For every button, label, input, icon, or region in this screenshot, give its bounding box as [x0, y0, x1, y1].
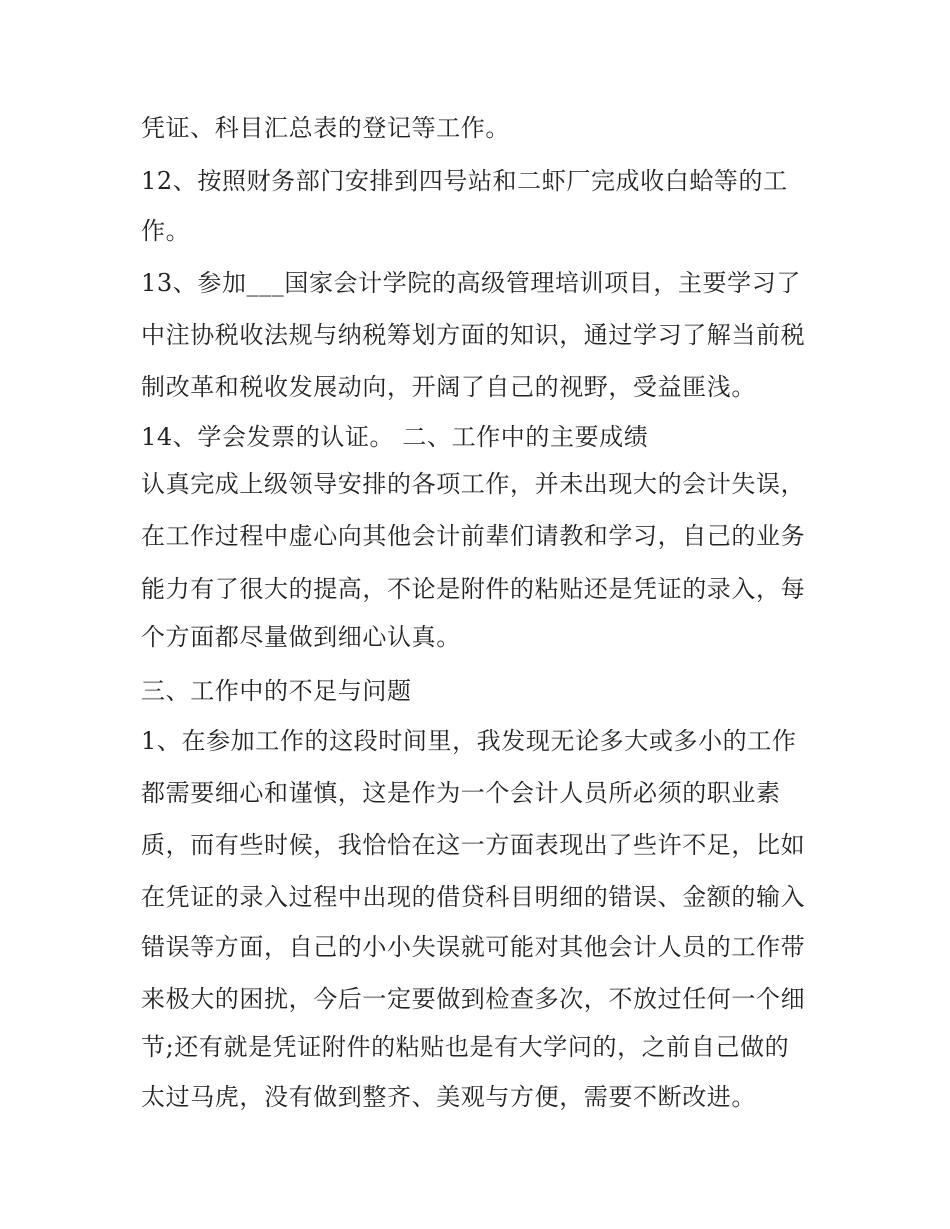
text-line: 13、参加___国家会计学院的高级管理培训项目，主要学习了: [141, 269, 801, 297]
text-line: 1、在参加工作的这段时间里，我发现无论多大或多小的工作: [141, 727, 797, 755]
text-line: 能力有了很大的提高，不论是附件的粘贴还是凭证的录入，每: [141, 575, 806, 603]
text-line: 太过马虎，没有做到整齐、美观与方便，需要不断改进。: [141, 1083, 756, 1111]
text-line: 14、学会发票的认证。 二、工作中的主要成绩: [141, 423, 649, 451]
text-line: 错误等方面，自己的小小失误就可能对其他会计人员的工作带: [141, 933, 806, 961]
text-line: 来极大的困扰，今后一定要做到检查多次，不放过任何一个细: [141, 985, 806, 1013]
text-line: 在工作过程中虚心向其他会计前辈们请教和学习，自己的业务: [141, 522, 806, 550]
text-line: 作。: [141, 217, 191, 245]
text-line: 都需要细心和谨慎，这是作为一个会计人员所必须的职业素: [141, 779, 781, 807]
text-line: 三、工作中的不足与问题: [141, 677, 412, 705]
text-line: 节;还有就是凭证附件的粘贴也是有大学问的，之前自己做的: [141, 1033, 790, 1061]
text-line: 中注协税收法规与纳税筹划方面的知识，通过学习了解当前税: [141, 321, 806, 349]
text-line: 12、按照财务部门安排到四号站和二虾厂完成收白蛤等的工: [141, 167, 788, 195]
text-line: 认真完成上级领导安排的各项工作，并未出现大的会计失误，: [141, 470, 806, 498]
text-line: 制改革和税收发展动向，开阔了自己的视野，受益匪浅。: [141, 373, 756, 401]
text-line: 凭证、科目汇总表的登记等工作。: [141, 114, 510, 142]
text-line: 个方面都尽量做到细心认真。: [141, 623, 461, 651]
text-line: 质，而有些时候，我恰恰在这一方面表现出了些许不足，比如: [141, 831, 806, 859]
text-line: 在凭证的录入过程中出现的借贷科目明细的错误、金额的输入: [141, 883, 806, 911]
